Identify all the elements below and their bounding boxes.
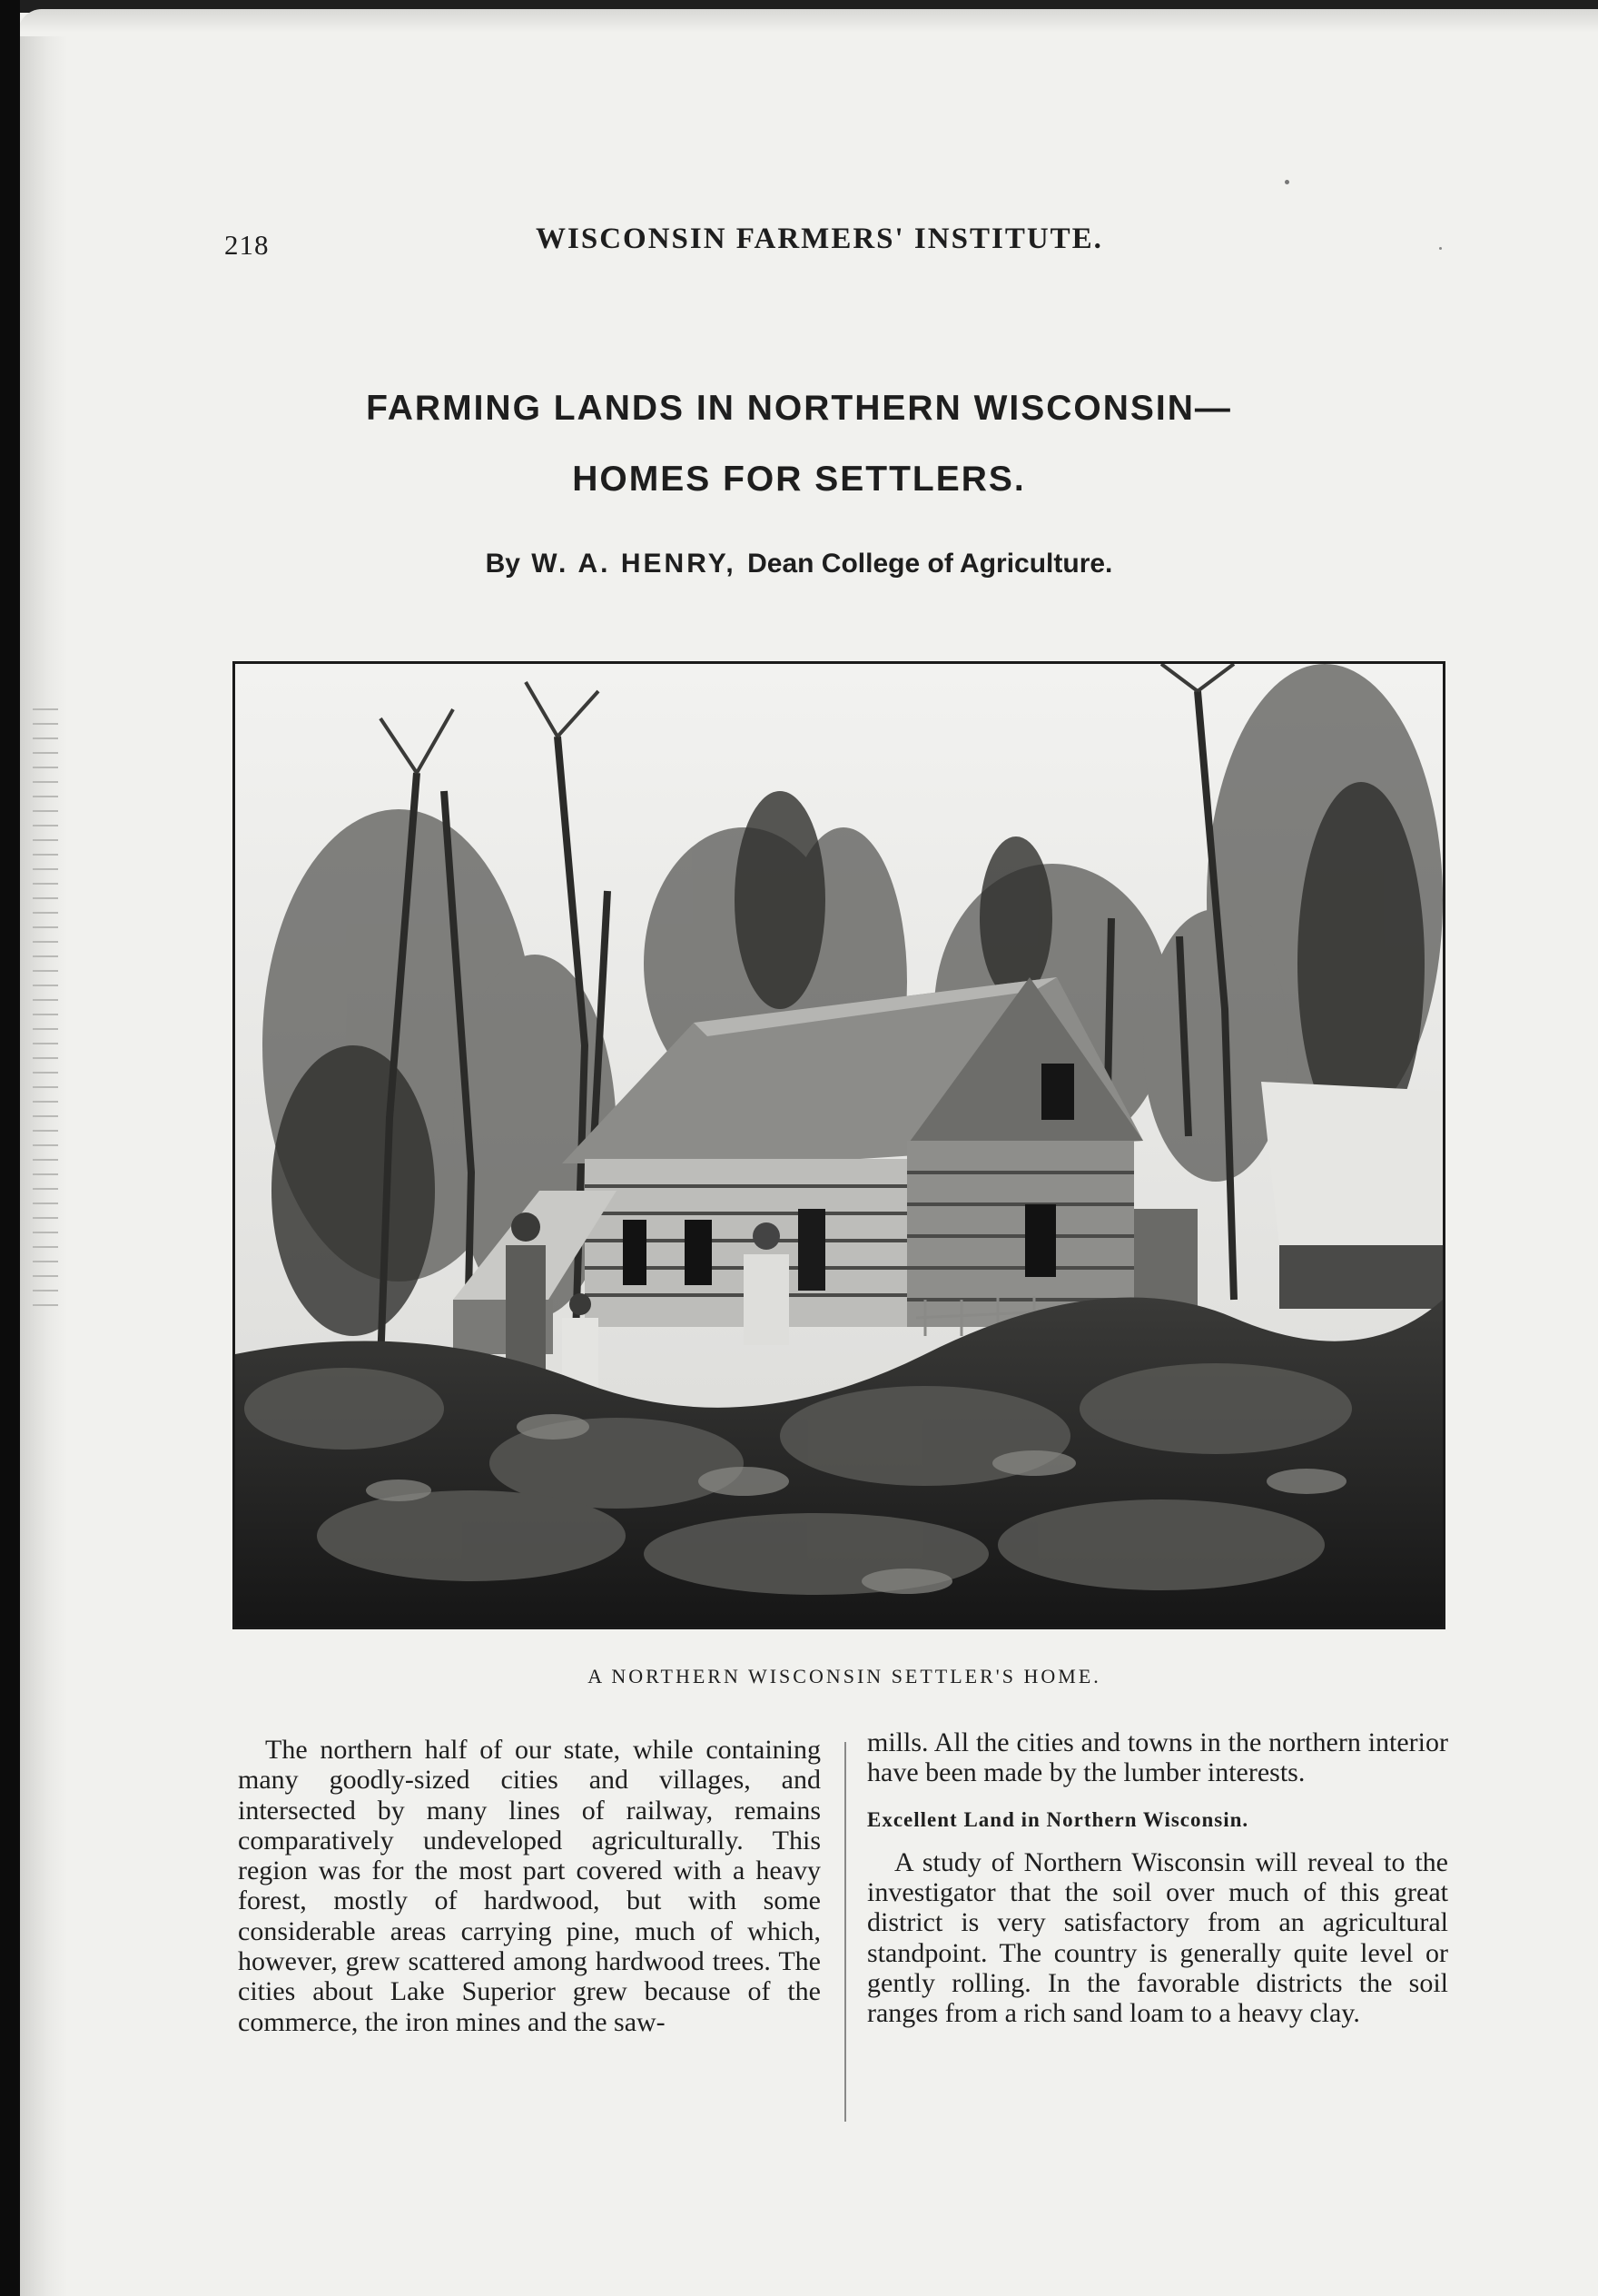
byline-author: W. A. HENRY, (531, 549, 736, 579)
article-title-line-1: FARMING LANDS IN NORTHERN WISCONSIN— (366, 389, 1232, 428)
page-number: 218 (224, 229, 270, 261)
photo-caption: A NORTHERN WISCONSIN SETTLER'S HOME. (587, 1665, 1101, 1687)
gutter-bleed-through (33, 708, 58, 1326)
column-divider (844, 1742, 846, 2122)
page-curl (18, 9, 1598, 33)
photo-illustration (235, 664, 1443, 1627)
body-paragraph-1-continuation: mills. All the cities and towns in the northern interior have been made by the lumber interests. (867, 1727, 1448, 1788)
scan-speck (1439, 247, 1442, 250)
article-title-line-2: HOMES FOR SETTLERS. (572, 460, 1026, 499)
byline-affiliation: Dean College of Agriculture. (747, 549, 1113, 579)
right-column (867, 1727, 1448, 2029)
scan-speck (1285, 180, 1289, 184)
body-paragraph-1: The northern half of our state, while containing many goodly-sized cities and villages, and intersected by many lines of railway, remains comparatively undeveloped agriculturally. This region was for the most part covered with a heavy forest, mostly of hardwood, but with some considerable areas carrying pine, much of which, however, grew scattered among hardwood trees. The cities about Lake Superior grew because of the commerce, the iron mines and the saw- (238, 1735, 821, 2037)
running-head: WISCONSIN FARMERS' INSTITUTE. (536, 223, 1103, 255)
byline-prefix: By (485, 549, 520, 579)
left-column (238, 1735, 821, 2037)
byline (0, 549, 1598, 579)
scan-left-edge (0, 0, 20, 2296)
body-paragraph-2: A study of Northern Wisconsin will reveal to the investigator that the soil over much of this great district is very satisfactory from an agricultural standpoint. The country is generally quite level or gently rolling. In the favorable districts the soil ranges from a rich sand loam to a heavy clay. (867, 1846, 1448, 2029)
settler-home-photo (232, 661, 1445, 1629)
section-subheading: Excellent Land in Northern Wisconsin. (867, 1807, 1249, 1831)
